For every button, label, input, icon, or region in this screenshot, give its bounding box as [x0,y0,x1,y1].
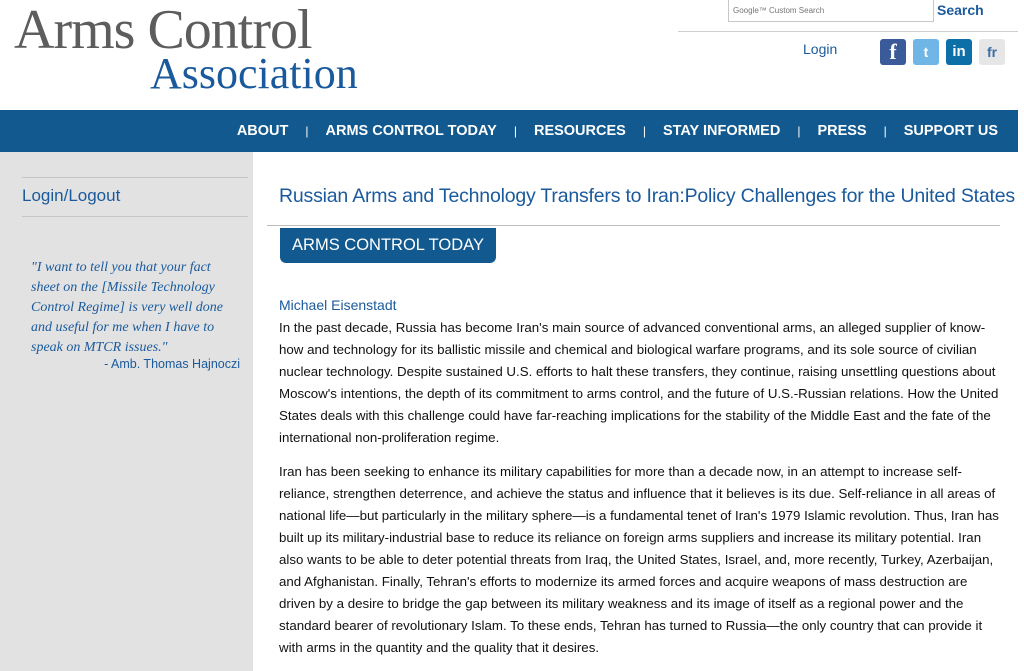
search-box [728,0,934,22]
nav-separator: | [883,124,887,138]
article-body [279,317,1003,671]
nav-item-support-us[interactable]: SUPPORT US [903,123,998,139]
main-nav [0,110,1018,152]
nav-separator: | [513,124,517,138]
nav-item-arms-control-today[interactable]: ARMS CONTROL TODAY [325,123,497,139]
page-title: Russian Arms and Technology Transfers to Iran:Policy Challenges for the United States [279,185,1015,207]
nav-separator: | [797,124,801,138]
testimonial-quote: "I want to tell you that your fact sheet on the [Missile Technology Control Regime] is very well done and useful for me when I have to speak on MTCR issues." [31,260,223,355]
title-divider [267,225,1000,226]
header-divider [678,31,1018,32]
sidebar [0,152,253,671]
sidebar-divider-top [22,177,248,178]
login-logout-link[interactable]: Login/Logout [22,186,121,205]
login-link[interactable]: Login [803,41,838,57]
nav-item-resources[interactable]: RESOURCES [533,123,626,139]
friendfeed-icon[interactable]: fr [979,39,1005,65]
search-input[interactable] [729,0,933,21]
nav-item-about[interactable]: ABOUT [236,123,289,139]
nav-item-press[interactable]: PRESS [817,123,867,139]
sidebar-divider-bottom [22,216,248,217]
logo-text-arms-control: Arms Control [14,0,312,61]
article-author[interactable]: Michael Eisenstadt [279,297,397,313]
article-paragraph: Iran has been seeking to enhance its military capabilities for more than a decade now, in an attempt to increase self-reliance, strengthen deterrence, and achieve the status and influence that it believes is its due. Self-reliance in all areas of national life—but particularly in the military sphere—is a fundamental tenet of Iran's 1979 Islamic revolution. Thus, Iran has built up its military-industrial base to reduce its reliance on foreign arms suppliers and increase its military potential. Iran also wants to be able to deter potential threats from Iraq, the United States, Israel, and, more recently, Turkey, Azerbaijan, and Afghanistan. Finally, Tehran's efforts to modernize its armed forces and acquire weapons of mass destruction are driven by a desire to bridge the gap between its military weakness and its image of itself as a regional power and the standard bearer of revolutionary Islam. To these ends, Tehran has turned to Russia—the only country that can provide it with arms in the quantity and the quality that it desires. [279,464,999,655]
nav-item-stay-informed[interactable]: STAY INFORMED [662,123,781,139]
linkedin-icon[interactable]: in [946,39,972,65]
site-header [0,0,1024,110]
twitter-icon[interactable]: t [913,39,939,65]
logo-text-association: Association [150,49,358,98]
facebook-icon[interactable]: f [880,39,906,65]
article [253,152,1024,671]
nav-separator: | [305,124,309,138]
nav-separator: | [642,124,646,138]
search-button[interactable]: Search [937,2,984,18]
testimonial-author: - Amb. Thomas Hajnoczi [104,357,240,371]
article-paragraph: In the past decade, Russia has become Iran's main source of advanced conventional arms, an alleged supplier of know-how and technology for its ballistic missile and chemical and biological warfare programs, and its sole source of civilian nuclear technology. Despite sustained U.S. efforts to halt these transfers, they continue, raising unsettling questions about Moscow's intentions, the depth of its commitment to arms control, and the future of U.S.-Russian relations. How the United States deals with this challenge could have far-reaching implications for the stability of the Middle East and the fate of the international non-proliferation regime. [279,320,999,445]
category-tab[interactable]: ARMS CONTROL TODAY [280,228,496,263]
